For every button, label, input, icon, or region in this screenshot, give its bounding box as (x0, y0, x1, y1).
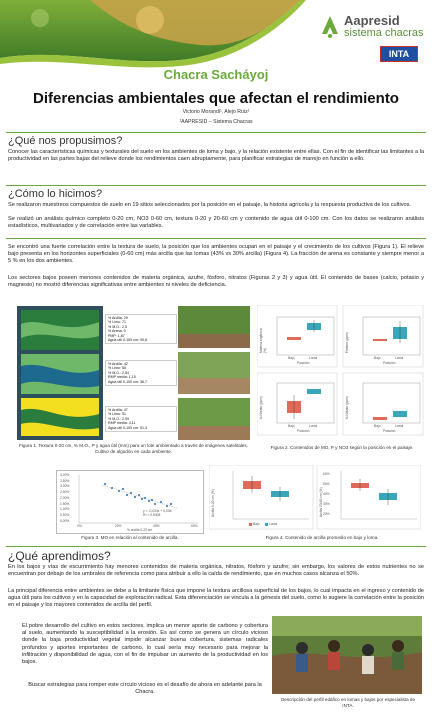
map-legend-1 (105, 314, 177, 344)
affiliation: ¹AAPRESID – Sistema Chacras (179, 119, 253, 125)
fig2-xlabel: Posición (383, 429, 396, 433)
fig3-xtick: 60% (191, 524, 198, 528)
fig2-xlabel: Posición (297, 429, 310, 433)
figure-4-svg (209, 465, 421, 533)
map-legend-line: % Arcilla: 29 (108, 316, 128, 320)
fig2-cat-bajo: Bajo (374, 356, 381, 360)
figure-3-caption: Figura 3. MO en relación al contenido de arcilla. (81, 535, 179, 540)
fig3-yticks: 4,00% 3,50% 3,00% 2,50% 2,00% 1,50% 1,00% 0,50% 0,00% (60, 473, 70, 523)
section-divider (6, 132, 426, 133)
map-legend-line: % Arcilla: 47 (108, 408, 128, 412)
cotton-photos (178, 306, 250, 440)
figure-4-caption: Figura 4. Contenido de arcilla promedio en bajo y loma. (265, 535, 379, 540)
fig2-ylabel-1: Materia orgánica (%) (259, 328, 267, 353)
section-title-metodos: ¿Cómo lo hicimos? (8, 188, 103, 200)
authors: Victorio Morandi¹, Alejo Ruiz¹ (182, 109, 250, 115)
field-photo (272, 616, 422, 694)
section-title-aprendimos: ¿Qué aprendimos? (8, 549, 111, 563)
fig3-xtick: 0% (77, 524, 82, 528)
aapresid-name: Aapresid (344, 13, 400, 28)
figure-4-boxplots (209, 465, 421, 533)
map-legend-line: % Limo: 51 (108, 412, 126, 417)
learned-text-3: El pobre desarrollo del cultivo en estos sectores, implica un menor aporte de carbono y cobertura al suelo, aumentando la susceptibilidad a la erosión. Es así como se genera un círculo vicioso donde la baja productividad vegetal impide alcanzar buena cobertura, sistemas radicales profundos y aportes importantes de carbono, lo cual sería muy necesario para mejorar la infiltración y disponibilidad de agua, con el fin de impulsar un aumento de la productividad en los bajos. (22, 623, 268, 666)
fig3-xtick: 40% (153, 524, 160, 528)
fig4-ylabel-2: Arcilla 20-60 cm (%) (319, 487, 323, 517)
map-legend-line: % Limo: 71 (108, 320, 126, 325)
satellite-map-image (17, 306, 103, 440)
aapresid-logo (318, 12, 428, 42)
map-legend-line: % Arena: 0 (108, 329, 126, 334)
fig3-xtick: 20% (115, 524, 122, 528)
results-text-2: Los sectores bajos poseen menores contenidos de materia orgánica, azufre, fósforo, nitratos (Figuras 2 y 3) y agua útil. El contenido de bases (calcio, potasio y magnesio) no mostró diferencias significativas entre ambientes ni niveles de deficiencia. (8, 275, 424, 289)
fig4-legend-loma: Loma (269, 522, 278, 526)
map-legend-line: RMP media: 1,15 (108, 375, 136, 380)
map-legend-line: Agua útil 0-100 cm: 36,7 (108, 379, 147, 384)
results-text-1: Se encontró una fuerte correlación entre la textura de suelo, la posición que los ambientes ocupan en el paisaje y el crecimiento de los cultivos (Figura 1). El relieve bajo presenta en los horizontes superficiales (0-60 cm) más arcilla que las lomas (43% vs 30% arcilla) (Figura 4). La fracción de arena es constante y siempre menor a 5 % en los dos ambientes. (8, 244, 424, 265)
field-photo-image (272, 616, 422, 694)
inta-logo: INTA (380, 46, 418, 62)
map-legend-line: RMP media: 4,11 (108, 421, 136, 426)
map-legend-3 (105, 406, 177, 432)
map-legend-line: % M.O.: 2,5 (108, 324, 127, 329)
figure-1-caption: Figura 1. Textura 0-20 cm, % M.O., P y agua útil (mm) para un lote ambientado a través de imágenes satelitales. Cultivo de algodón en cada ambiente. (19, 443, 248, 454)
fig3-r2: R² = 0,5408 (143, 513, 161, 517)
fig2-ylabel-4: N-Nitrato (ppm) (345, 396, 349, 419)
fig2-cat-loma: Loma (395, 356, 404, 360)
section-divider (6, 238, 426, 239)
fig2-cat-loma: Loma (309, 424, 318, 428)
chacra-name: Chacra Sacháyoj (163, 67, 269, 82)
satellite-map (17, 306, 103, 440)
section-divider (6, 546, 426, 547)
map-legend-line: % M.O.: 2,54 (108, 370, 129, 375)
map-legend-line: % Limo: 55 (108, 366, 126, 371)
figure-3-scatter (56, 470, 204, 534)
map-legend-line: % Arcilla: 42 (108, 362, 128, 366)
box-no3-loma (307, 389, 321, 394)
learned-text-4: Buscar estrategias para romper este círculo vicioso es el desafío de ahora en adelante para la Chacra. (28, 682, 262, 696)
map-legend-line: Agua útil 0-100 cm: 51,3 (108, 425, 147, 430)
fig2-xlabel: Posición (297, 361, 310, 365)
map-legend-line: Agua útil 0-100 cm: 90,6 (108, 338, 147, 343)
fig3-equation: y = -0,034x + 0,036 (143, 509, 172, 513)
map-legend-line: % M.O.: 2,09 (108, 416, 129, 421)
section-divider (6, 185, 426, 186)
map-legend-line: PMP: 1,87 (108, 333, 125, 338)
figure-2-caption: Figura 2. Contenidos de MO, P y NO3 según la posición en el paisaje. (270, 445, 414, 450)
fig2-cat-loma: Loma (309, 356, 318, 360)
fig2-ylabel-2: Fósforo (ppm) (345, 332, 349, 353)
box-no3b-bajo (373, 417, 387, 420)
map-legend-2 (105, 360, 177, 386)
fig3-xlabel: % arcilla 0-20 cm (127, 528, 153, 532)
section-text-metodos-1: Se realizaron muestreos compuestos de suelo en 19 sitios seleccionados por la posición en el paisaje, la historia agrícola y la respuesta productiva de los cultivos. (8, 202, 411, 208)
box-no3b-loma (393, 411, 407, 417)
fig2-ylabel-3: N-Nitrato (ppm) (259, 396, 263, 419)
learned-text-2: La principal diferencia entre ambientes se debe a la limitante física que impone la textura arcillosa superficial de los bajos, lo cual impacta en el ingreso y contenido de agua útil para los cultivos y en la capacidad de exploración radical. Esta diferenciación se vincula a la génesis del suelo, como lo sugiere la correlación entre la posición en el paisaje y los mayores contenidos de arcilla del perfil. (8, 588, 424, 609)
photo-caption: Descripción del perfil edáfico en lomas y bajos por especialista de INTA. (280, 697, 416, 708)
map-legends (103, 306, 177, 440)
fig2-xlabel: Posición (383, 361, 396, 365)
fig2-cat-bajo: Bajo (374, 424, 381, 428)
cotton-photos-image (178, 306, 250, 440)
fig4-ylabel-1: Arcilla 0-20 cm (%) (211, 489, 215, 517)
box-p-bajo (373, 339, 387, 341)
aapresid-subtitle: sistema chacras (344, 27, 424, 39)
aapresid-logo-icon (318, 14, 340, 38)
section-title-objetivos: ¿Qué nos propusimos? (8, 135, 123, 147)
learned-text-1: En los bajos y vías de escurrimiento hay menores contenidos de materia orgánica, nitratos, fósforo y azufre; sin embargo, los valores de estos nutrientes no se encuentran por debajo de los umbrales de referencia como para atribuir a ello la caída de rendimiento, que en muchos casos alcanza el 50%. (8, 564, 424, 578)
poster-title: Diferencias ambientales que afectan el rendimiento (33, 90, 399, 107)
box-mo-bajo (287, 337, 301, 340)
fig2-cat-bajo: Bajo (288, 424, 295, 428)
section-text-objetivos: Conocer las características químicas y texturales del suelo en los ambientes de loma y bajo, y la relación existente entre ellas. Con el fin de identificar las limitantes a la productividad en las partes bajas del relieve donde los rendimientos caen abruptamente, para planificar estrategias de manejo en función a ello. (8, 149, 425, 163)
fig2-cat-loma: Loma (395, 424, 404, 428)
figure-2-boxplots (257, 305, 425, 437)
section-text-metodos-2: Se realizó un análisis químico completo 0-20 cm, NO3 0-60 cm, textura 0-20 y 20-60 cm y contenido de agua útil 0-100 cm. Con los datos se realizaron análisis estadísticos, multivariados y de correlación entre las variables. (8, 216, 424, 230)
fig4-yticks: 60% 50% 40% 30% 20% (323, 472, 330, 516)
fig4-legend-bajo: Bajo (253, 522, 260, 526)
fig2-cat-bajo: Bajo (288, 356, 295, 360)
figure-2-svg (257, 305, 425, 437)
